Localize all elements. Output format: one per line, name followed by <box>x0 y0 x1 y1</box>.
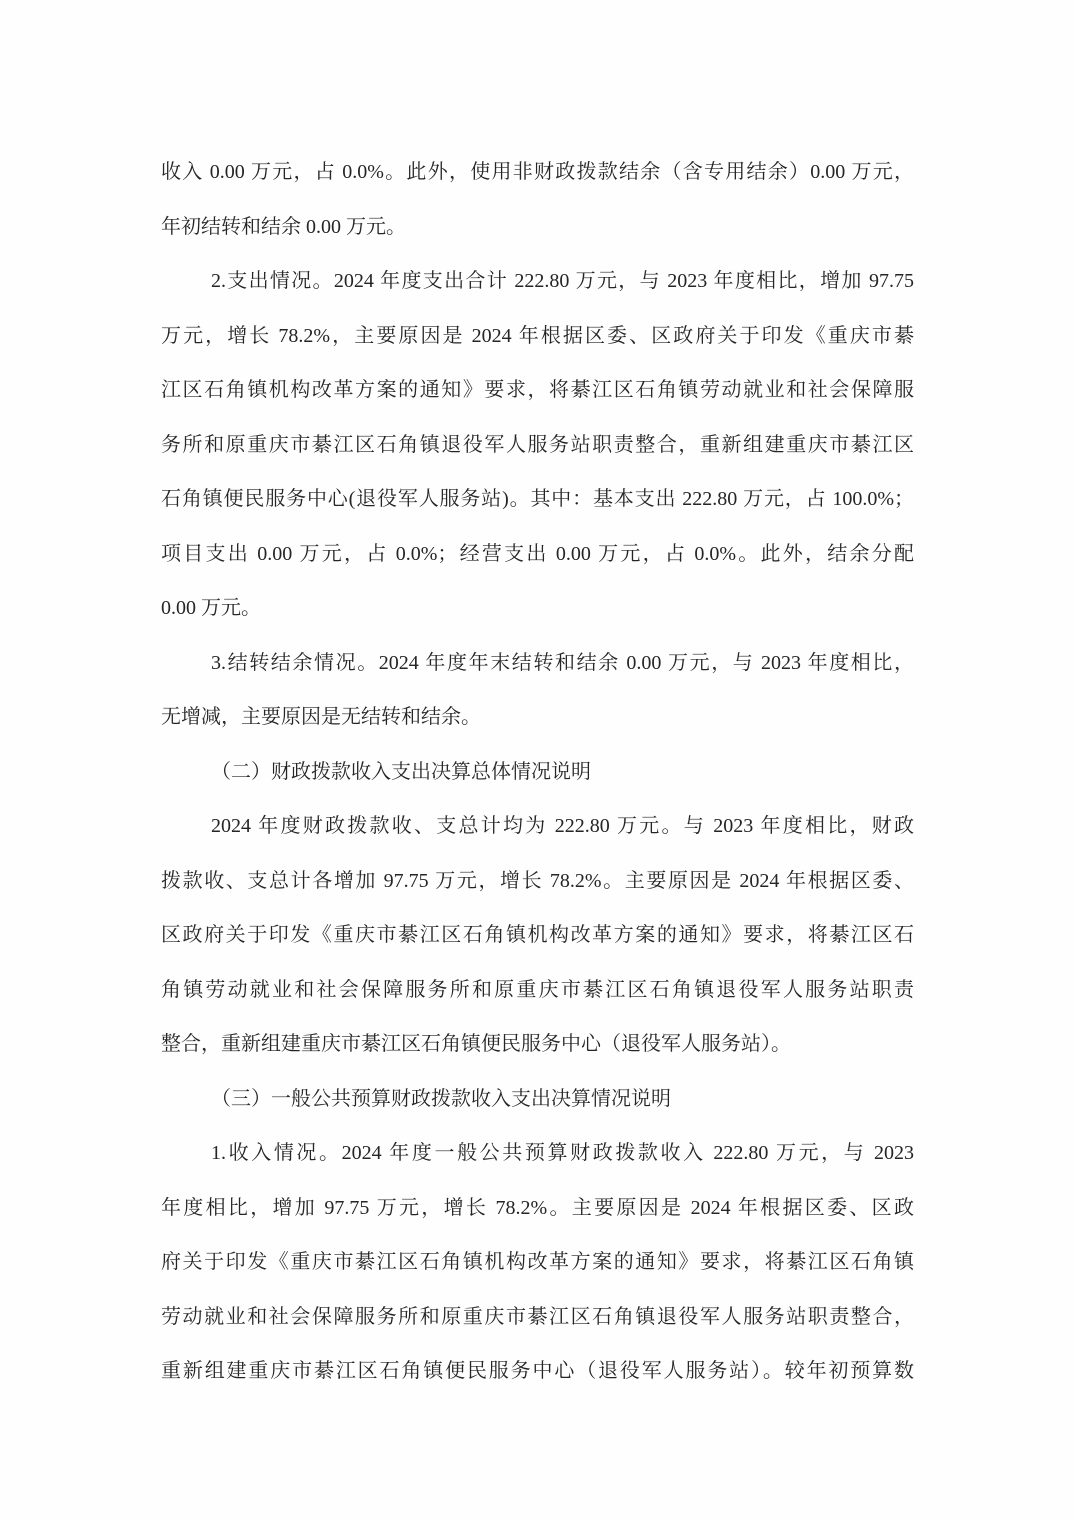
document-body <box>161 145 914 1399</box>
text-line: （三）一般公共预算财政拨款收入支出决算情况说明 <box>211 1087 671 1110</box>
text-line: 项目支出 0.00 万元，占 0.0%；经营支出 0.00 万元，占 0.0%。此外，结余分配 <box>161 542 914 565</box>
text-line: 年度相比，增加 97.75 万元，增长 78.2%。主要原因是 2024 年根据区委、区政 <box>161 1196 914 1219</box>
text-line: 角镇劳动就业和社会保障服务所和原重庆市綦江区石角镇退役军人服务站职责 <box>161 978 914 1001</box>
text-line: 整合，重新组建重庆市綦江区石角镇便民服务中心（退役军人服务站）。 <box>161 1033 791 1055</box>
text-line: 3.结转结余情况。2024 年度年末结转和结余 0.00 万元，与 2023 年度相比， <box>211 651 914 674</box>
text-line: 万元，增长 78.2%，主要原因是 2024 年根据区委、区政府关于印发《重庆市綦 <box>161 324 914 347</box>
text-line: 年初结转和结余 0.00 万元。 <box>161 215 406 238</box>
text-line: 江区石角镇机构改革方案的通知》要求，将綦江区石角镇劳动就业和社会保障服 <box>161 379 914 401</box>
text-line: 务所和原重庆市綦江区石角镇退役军人服务站职责整合，重新组建重庆市綦江区 <box>161 433 914 456</box>
text-line: （二）财政拨款收入支出决算总体情况说明 <box>211 760 591 783</box>
text-line: 2024 年度财政拨款收、支总计均为 222.80 万元。与 2023 年度相比，财政 <box>211 815 914 837</box>
text-line: 无增减，主要原因是无结转和结余。 <box>161 706 481 728</box>
text-line: 收入 0.00 万元，占 0.0%。此外，使用非财政拨款结余（含专用结余）0.00 万元， <box>161 161 914 183</box>
text-line: 区政府关于印发《重庆市綦江区石角镇机构改革方案的通知》要求，将綦江区石 <box>161 924 914 946</box>
text-line: 石角镇便民服务中心(退役军人服务站)。其中：基本支出 222.80 万元，占 100.0%； <box>161 488 914 510</box>
text-line: 2.支出情况。2024 年度支出合计 222.80 万元，与 2023 年度相比，增加 97.75 <box>211 270 914 292</box>
text-line: 0.00 万元。 <box>161 597 261 619</box>
text-line: 府关于印发《重庆市綦江区石角镇机构改革方案的通知》要求，将綦江区石角镇 <box>161 1251 914 1273</box>
text-line: 劳动就业和社会保障服务所和原重庆市綦江区石角镇退役军人服务站职责整合， <box>161 1305 914 1328</box>
text-line: 重新组建重庆市綦江区石角镇便民服务中心（退役军人服务站）。较年初预算数 <box>161 1360 914 1382</box>
text-line: 1.收入情况。2024 年度一般公共预算财政拨款收入 222.80 万元，与 2023 <box>211 1142 914 1164</box>
text-line: 拨款收、支总计各增加 97.75 万元，增长 78.2%。主要原因是 2024 年根据区委、 <box>161 869 914 892</box>
